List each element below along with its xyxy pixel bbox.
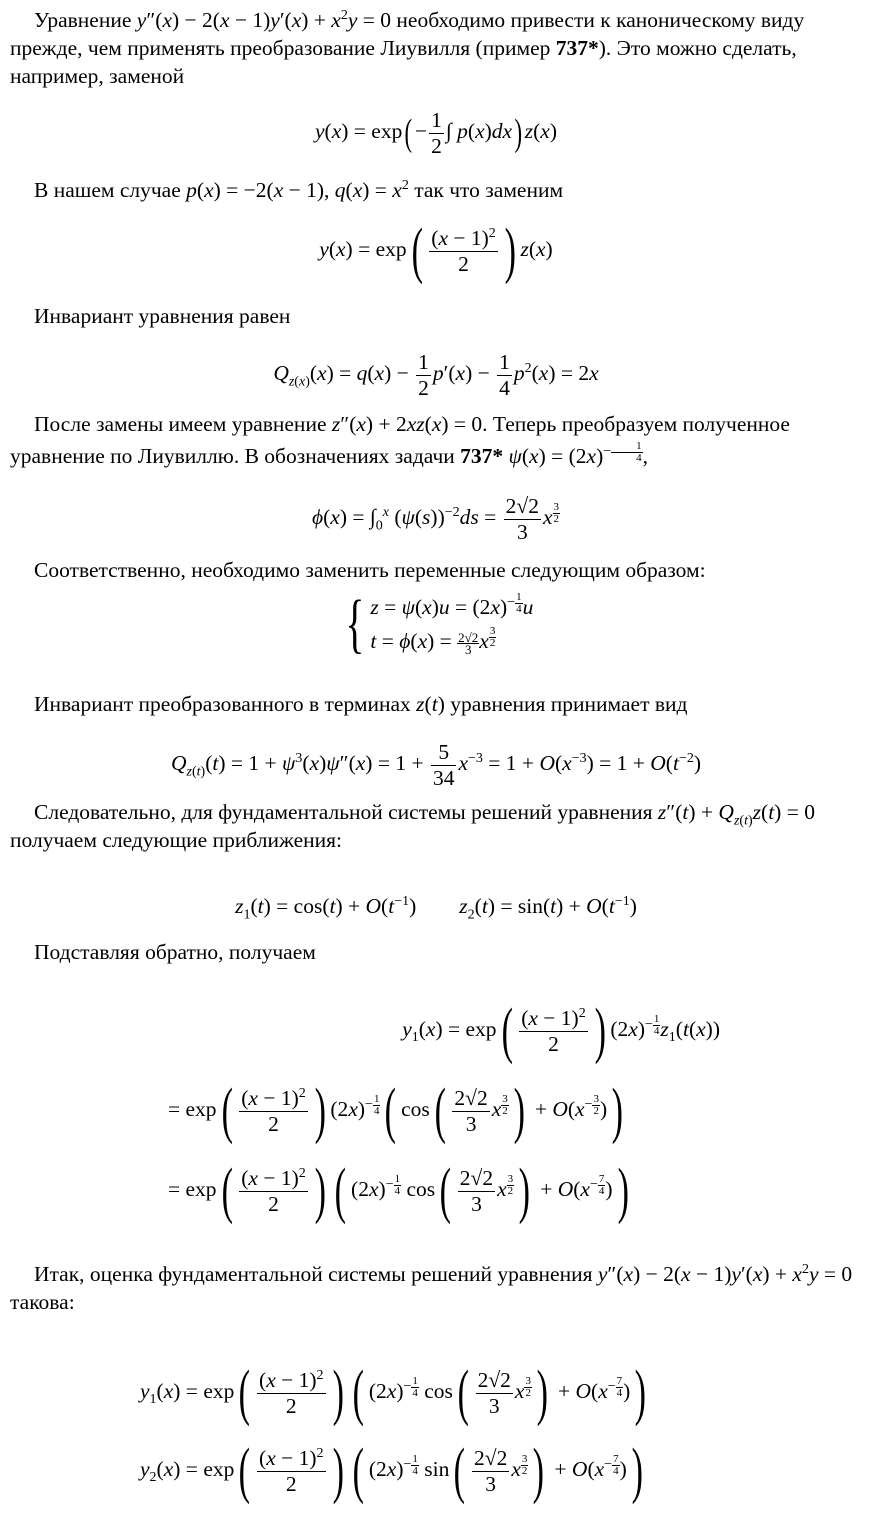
equation-Qt: $Q_{z(t)}(t) = 1 + \psi^3(x)\psi''(x) = 1$ + $\frac{5}{34}$ $x^{-3} = 1 + O(x^{-3}) = 1 + O(t^{-2})$: [170, 740, 702, 790]
paragraph-change-vars: Соответственно, необходимо заменить переменные следующим образом:: [34, 558, 706, 582]
equation-final-y1: $y_1(x) = \exp$( $\frac{(x - 1)^2}{2}$ ) ( $(2x)^{- \frac{1}{4}}$ cos( $\frac{2√2}{3}$ x $^{\frac{3}{2}}$ ) + $O(x^{- \frac{7}{4}}$ )): [140, 1359, 647, 1427]
equation-y1-line3: = exp( $\frac{(x - 1)^2}{2}$ ) ( $(2x)^{- \frac{1}{4}}$ cos( $\frac{2√2}{3}$ x $^{\frac{3}{2}}$ ) + $O(x^{- \frac{7}{4}}$ )): [168, 1157, 629, 1225]
equation-z-approx: $z_1(t) = \cos(t) + O(t^{-1})$ $z_2(t) = \sin(t) + O(t^{-1})$: [235, 893, 637, 923]
paragraph-transformed-invariant: Инвариант преобразованного в терминах z(t) уравнения принимает вид: [34, 692, 688, 716]
equation-substitution-concrete: y(x) = exp( $\frac{(x - 1)^2}{2}$ ) z(x): [319, 217, 553, 285]
paragraph-intro: Уравнение $y''(x) - 2(x - 1)y'(x) + x^2y = 0$ необходимо привести к каноническому виду прежде, чем применять преобразование Лиувилля (пример 737*). Это можно сделать, например, заменой: [10, 7, 805, 88]
paragraph-liouville: После замены имеем уравнение z″(x) + 2xz(x) = 0. Теперь преобразуем полученное уравнение по Лиувиллю. В обозначениях задачи 737* $\psi(x) = (2x)^{- \frac{1}{4}}$ ,: [10, 412, 790, 468]
equation-y1-line1: $y_1(x) = \exp$( $\frac{(x - 1)^2}{2}$ ) $(2x)^{- \frac{1}{4}}$ $z_1(t(x))$: [402, 997, 720, 1065]
equation-final-y2: $y_2(x) = \exp$( $\frac{(x - 1)^2}{2}$ ) ( $(2x)^{- \frac{1}{4}}$ sin( $\frac{2√2}{3}$ x $^{\frac{3}{2}}$ ) + $O(x^{- \frac{7}{4}}$ )): [140, 1437, 643, 1505]
equation-phi: $\phi(x) = \int_0^x$ $(\psi(s))^{-2}ds$ = $\frac{2√2}{3}$ x $^{\frac{3}{2}}$: [311, 494, 560, 544]
paragraph-conclusion: Итак, оценка фундаментальной системы решений уравнения $y''(x) - 2(x - 1)y'(x) + x^2y = 0$ такова:: [10, 1261, 853, 1314]
equation-cases: { $z = \psi(x)u = (2x)^{- \frac{1}{4}}$ u t = ϕ(x) = $\frac{2√2}{3}$ x $^{\frac{3}{2}}$: [345, 587, 534, 660]
paragraph-substitute-back: Подставляя обратно, получаем: [34, 940, 316, 964]
paragraph-case: В нашем случае p(x) = −2(x − 1), $q(x) = x^2$ так что заменим: [34, 177, 564, 202]
paragraph-invariant: Инвариант уравнения равен: [34, 304, 291, 328]
equation-substitution: y(x) = exp( − $\frac{1}{2}$ ∫ p(x)dx) z(x): [314, 108, 558, 158]
equation-y1-line2: = exp( $\frac{(x - 1)^2}{2}$ ) $(2x)^{- \frac{1}{4}}$ ( cos( $\frac{2√2}{3}$ x $^{\frac{3}{2}}$ ) + $O(x^{- \frac{3}{2}}$ )): [168, 1077, 624, 1145]
equation-invariant: $Q_{z(x)}(x) = q(x)$ − $\frac{1}{2}$ p′(x) − $\frac{1}{4}$ $p^2(x) = 2x$: [273, 350, 599, 400]
paragraph-fundamental: Следовательно, для фундаментальной системы решений уравнения $z''(t) + Q_{z(t)}z(t) = 0$ получаем следующие приближения:: [10, 800, 815, 852]
